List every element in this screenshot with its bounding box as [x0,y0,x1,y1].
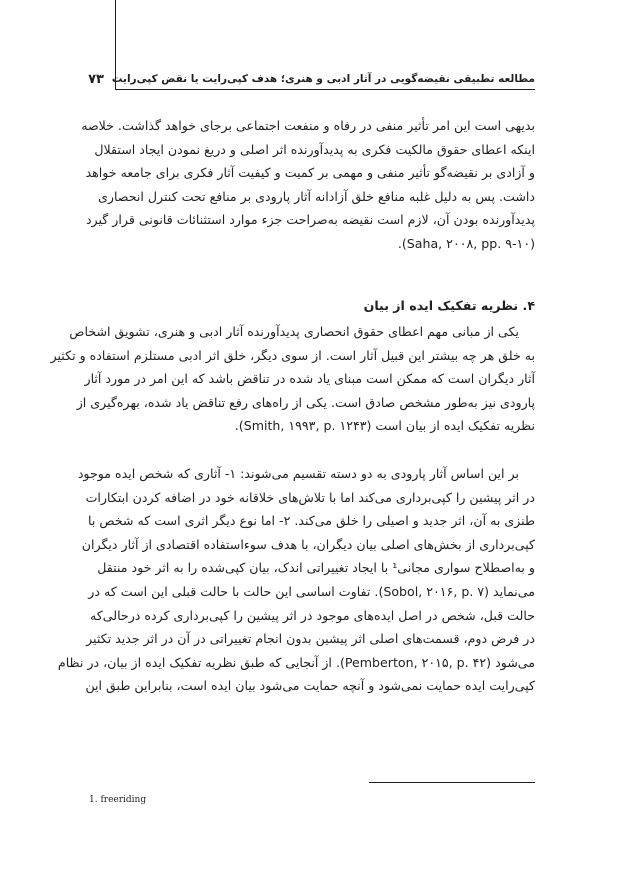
text-line: پدیدآورنده بودن آن، لازم است نقیضه به‌صراحت جزء موارد استثنائات قانونی قرار گیرد [85,212,535,228]
header-horizontal-rule [115,89,535,90]
text-line: بدیهی است این امر تأثیر منفی در رفاه و منفعت اجتماعی برجای خواهد گذاشت. خلاصه [81,118,535,133]
section-heading: ۴. نظریه تفکیک ایده از بیان [363,298,535,313]
text-line: آثار دیگران است که ممکن است مبنای یاد شده در تناقض باشد که این امر در مورد آثار [84,371,535,387]
text-line: می‌نماید (Sobol, ۲۰۱۶, p. ۷). تفاوت اساسی این حالت با حالت قبلی این است که در [88,583,535,599]
text-line: می‌شود (Pemberton, ۲۰۱۵, p. ۴۲). از آنجایی که طبق نظریه تفکیک ایده از بیان، در نظام [57,654,535,670]
text-line: به خلق هر چه بیشتر این قبیل آثار است. از سوی دیگر، خلق اثر ادبی مستلزم استفاده و تکثیر [50,347,535,363]
text-line: و آزادی بر نقیضه‌گو تأثیر منفی و مهمی بر کمیت و کیفیت آثار فکری برای جامعه خواهد [85,165,535,181]
text-line: پارودی نیز به‌طور مشخص صادق است. یکی از راه‌های رفع تناقض یاد شده، بهره‌گیری از [76,394,535,410]
text-line: بر این اساس آثار پارودی به دو دسته تقسیم می‌شوند: ۱- آثاری که شخص ایده موجود [77,466,519,481]
text-line: اینکه اعطای حقوق مالکیت فکری به پدیدآورنده اثر اصلی و دریغ نمودن ایجاد استقلال [94,141,535,157]
footnote-separator [369,782,535,783]
footnote: 1. freeriding [89,795,147,805]
text-line: در فرض دوم، قسمت‌های اصلی اثر پیشین بدون انجام تغییراتی در آن در اثر جدید تکثیر [86,631,535,647]
text-line: کپی‌برداری از بخش‌های اصلی بیان دیگران، با هدف سوءاستفاده اقتصادی از آثار دیگران [81,536,535,552]
text-line: یکی از مبانی مهم اعطای حقوق انحصاری پدیدآورنده آثار ادبی و هنری، تشویق اشخاص [69,324,519,339]
paragraph-3 [57,462,535,698]
page-number: ۷۳ [88,72,104,87]
text-line: طنزی به آن، اثر جدید و اصیلی را خلق می‌کند. ۲- اما نوع دیگر اثری است که شخص با [87,513,535,529]
text-line: حالت قبل، شخص در اصل ایده‌های موجود در اثر پیشین را کپی‌برداری کرده درحالی‌که [89,607,535,623]
text-line: داشت. پس به دلیل غلبه منافع خلق آزادانه آثار پارودی بر منافع تحت کنترل انحصاری [98,188,535,204]
text-line: کپی‌رایت ایده حمایت نمی‌شود و آنچه حمایت می‌شود بیان ایده است، بنابراین طبق این [85,678,535,694]
text-line: در اثر پیشین را کپی‌برداری می‌کند اما با تلاش‌های خلاقانه خود در اضافه کردن ابتکارات [85,489,535,505]
running-title: مطالعه تطبیقی نقیضه‌گویی در آثار ادبی و هنری؛ هدف کپی‌رایت یا نقض کپی‌رایت [111,73,535,85]
text-line: (Saha, ۲۰۰۸, pp. ۹-۱۰). [397,235,535,251]
paragraph-2 [50,320,535,438]
running-header [0,0,624,92]
paragraph-1 [81,114,535,256]
text-line: و به‌اصطلاح سواری مجانی¹ با ایجاد تغییراتی اندک، بیان کپی‌شده را به اثر خود منتقل [97,560,535,576]
text-line: نظریه تفکیک ایده از بیان است (Smith, ۱۹۹۳, p. ۱۲۴۳). [234,418,535,434]
